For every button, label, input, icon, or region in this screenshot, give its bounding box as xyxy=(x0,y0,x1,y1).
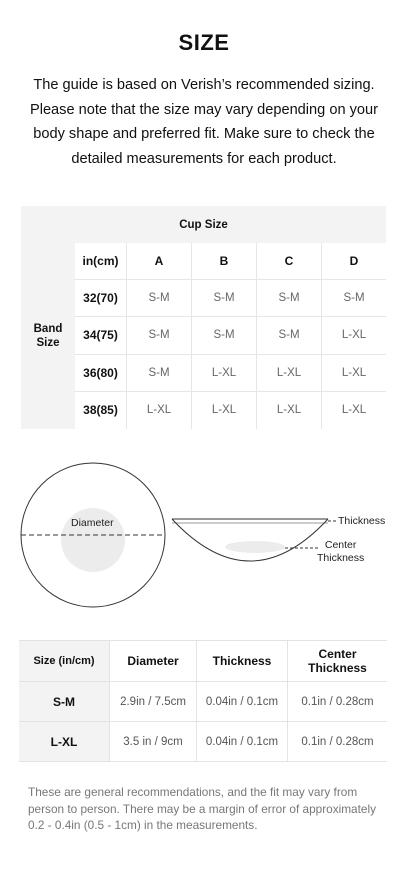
cup-side-outline xyxy=(172,519,328,561)
table-cell: S-M xyxy=(321,280,386,316)
table-cell: S-M xyxy=(256,280,321,316)
intro-text: The guide is based on Verish’s recommended sizing. Please note that the size may vary depending on your body shape and preferred fit. Make sure to check the detailed measurements for each product. xyxy=(29,77,379,167)
column-header-diameter: Diameter xyxy=(109,641,196,681)
table-cell: L-XL xyxy=(256,355,321,391)
band-value: 32(70) xyxy=(83,291,118,306)
cup-diagram-illustration xyxy=(0,455,408,615)
center-thickness-label: Center Thickness xyxy=(317,539,365,564)
table-cell: 0.1in / 0.28cm xyxy=(287,682,387,721)
center-thickness-shade xyxy=(225,541,285,553)
table-cell: S-M xyxy=(126,280,191,316)
column-header-c: C xyxy=(256,243,321,279)
disclaimer-note: These are general recommendations, and the fit may vary from person to person. There may be a margin of error of approximately 0.2 - 0.4in (0.5 - 1cm) in the measurements. xyxy=(28,785,376,832)
table-cell: 0.04in / 0.1cm xyxy=(196,682,287,721)
table-cell: S-M xyxy=(126,317,191,353)
table-cell: 0.04in / 0.1cm xyxy=(196,722,287,761)
table-cell: L-XL xyxy=(256,392,321,429)
table-cell: L-XL xyxy=(191,392,256,429)
cup-table-column-headers xyxy=(75,243,386,280)
table-cell: 3.5 in / 9cm xyxy=(109,722,196,761)
band-value: 38(85) xyxy=(83,403,118,418)
page-title: SIZE xyxy=(178,30,230,55)
table-cell: 0.1in / 0.28cm xyxy=(287,722,387,761)
size-value: S-M xyxy=(19,682,109,721)
column-header-unit: in(cm) xyxy=(82,254,119,269)
table-cell: S-M xyxy=(191,280,256,316)
column-header-size: Size (in/cm) xyxy=(19,641,109,681)
measurement-table xyxy=(19,640,387,762)
cup-size-grid xyxy=(75,243,386,429)
band-size-label: Band Size xyxy=(21,243,75,429)
table-cell: L-XL xyxy=(191,355,256,391)
cup-size-table xyxy=(21,206,386,429)
table-cell: L-XL xyxy=(321,355,386,391)
cup-size-header: Cup Size xyxy=(21,206,386,243)
table-cell: L-XL xyxy=(321,392,386,429)
table-cell: 2.9in / 7.5cm xyxy=(109,682,196,721)
table-row xyxy=(75,392,386,429)
table-cell: S-M xyxy=(191,317,256,353)
table-row xyxy=(19,722,387,762)
band-value: 36(80) xyxy=(83,365,118,380)
table-cell: S-M xyxy=(126,355,191,391)
table-cell: L-XL xyxy=(321,317,386,353)
size-value: L-XL xyxy=(19,722,109,761)
table-cell: S-M xyxy=(256,317,321,353)
column-header-d: D xyxy=(321,243,386,279)
band-value: 34(75) xyxy=(83,328,118,343)
cup-diagram xyxy=(0,455,408,615)
column-header-center-thickness: Center Thickness xyxy=(287,641,387,681)
column-header-b: B xyxy=(191,243,256,279)
table-cell: L-XL xyxy=(126,392,191,429)
table-row xyxy=(19,682,387,722)
thickness-label: Thickness xyxy=(338,515,386,527)
table-row xyxy=(75,280,386,317)
column-header-thickness: Thickness xyxy=(196,641,287,681)
table-row xyxy=(75,355,386,392)
diameter-label: Diameter xyxy=(71,517,114,529)
table-row xyxy=(75,317,386,354)
measurement-table-header xyxy=(19,641,387,682)
column-header-a: A xyxy=(126,243,191,279)
